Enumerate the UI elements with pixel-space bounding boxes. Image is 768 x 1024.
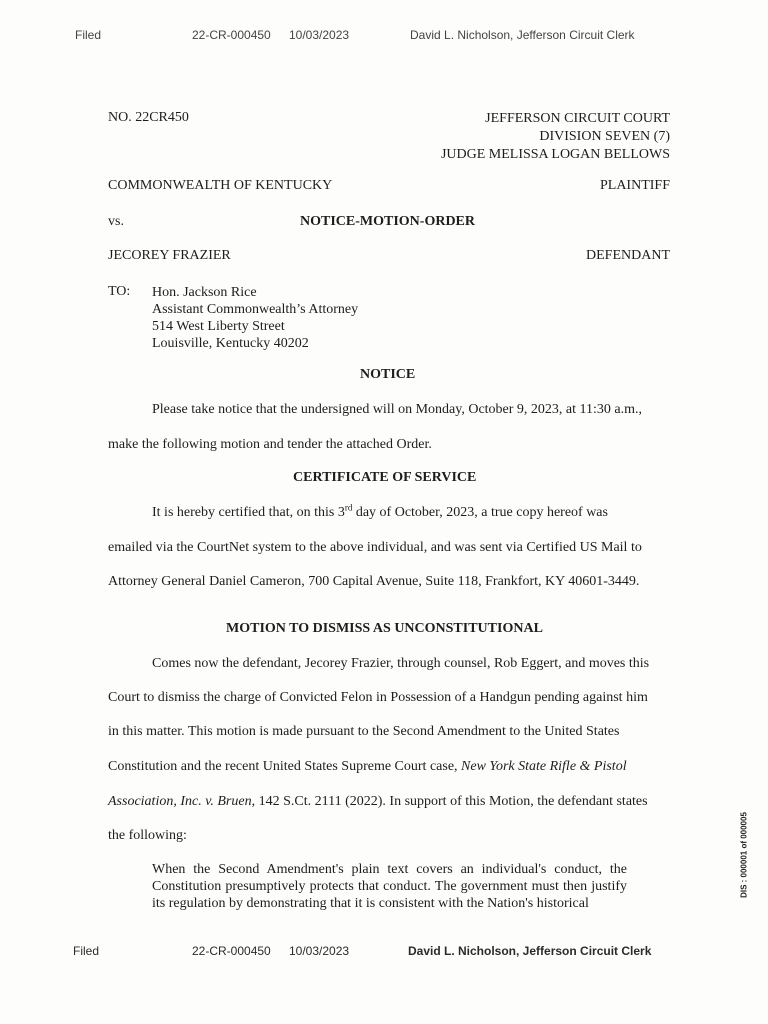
certificate-line-3: Attorney General Daniel Cameron, 700 Capital Avenue, Suite 118, Frankfort, KY 40601-3449.	[108, 574, 640, 589]
motion-line-3: in this matter. This motion is made pursuant to the Second Amendment to the United States	[108, 724, 620, 739]
footer-case-number: 22-CR-000450	[192, 944, 271, 958]
motion-heading: MOTION TO DISMISS AS UNCONSTITUTIONAL	[226, 621, 543, 636]
court-judge: JUDGE MELISSA LOGAN BELLOWS	[440, 147, 670, 162]
motion-line-2: Court to dismiss the charge of Convicted Felon in Possession of a Handgun pending against him	[108, 690, 648, 705]
notice-heading: NOTICE	[360, 367, 416, 382]
court-info	[441, 110, 670, 164]
certificate-line-1	[152, 502, 608, 521]
footer-filed-date: 10/03/2023	[289, 944, 350, 958]
case-citation-part-1: New York State Rifle & Pistol	[461, 759, 627, 774]
page-stamp-text: DIS : 000001 of 000005	[739, 812, 749, 898]
recipient-name: Hon. Jackson Rice	[152, 285, 257, 300]
header-clerk: David L. Nicholson, Jefferson Circuit Clerk	[410, 28, 635, 42]
ordinal-suffix: rd	[344, 502, 353, 513]
motion-line-1: Comes now the defendant, Jecorey Frazier, through counsel, Rob Eggert, and moves this	[152, 656, 650, 671]
recipient-address	[152, 284, 358, 352]
footer-clerk: David L. Nicholson, Jefferson Circuit Clerk	[408, 944, 652, 958]
footer-filed-label: Filed	[73, 944, 100, 958]
plaintiff-name: COMMONWEALTH OF KENTUCKY	[108, 178, 333, 193]
certificate-line-1-post: day of October, 2023, a true copy hereof was	[352, 505, 608, 520]
recipient-city: Louisville, Kentucky 40202	[152, 336, 309, 351]
plaintiff-label: PLAINTIFF	[599, 178, 670, 193]
document-title: NOTICE-MOTION-ORDER	[300, 214, 476, 229]
recipient-title: Assistant Commonwealth’s Attorney	[152, 302, 359, 317]
header-filed-date: 10/03/2023	[289, 28, 350, 42]
header-case-number: 22-CR-000450	[192, 28, 271, 42]
certificate-heading: CERTIFICATE OF SERVICE	[293, 470, 477, 485]
to-label: TO:	[108, 284, 131, 299]
motion-line-5-text: , 142 S.Ct. 2111 (2022). In support of this Motion, the defendant states	[251, 794, 648, 809]
motion-line-4-text: Constitution and the recent United States Supreme Court case,	[108, 759, 462, 774]
versus-label: vs.	[108, 214, 124, 229]
motion-line-5	[108, 794, 648, 810]
header-filed-label: Filed	[75, 28, 102, 42]
document-page-stamp	[737, 800, 751, 910]
case-number: NO. 22CR450	[108, 110, 189, 125]
defendant-label: DEFENDANT	[586, 248, 670, 263]
motion-line-4	[108, 759, 627, 775]
case-citation-part-2: Association, Inc. v. Bruen	[108, 794, 252, 809]
notice-line-2: make the following motion and tender the attached Order.	[108, 437, 432, 452]
court-name: JEFFERSON CIRCUIT COURT	[485, 111, 670, 126]
motion-line-6: the following:	[108, 828, 187, 843]
block-quote: When the Second Amendment's plain text covers an individual's conduct, the Constitution presumptively protects that conduct. The government must then justify its regulation by demonstrating that it is consistent with the Nation's historical	[152, 862, 627, 911]
court-division: DIVISION SEVEN (7)	[539, 129, 670, 144]
certificate-line-1-pre: It is hereby certified that, on this 3	[152, 505, 345, 520]
recipient-street: 514 West Liberty Street	[152, 319, 285, 334]
certificate-line-2: emailed via the CourtNet system to the above individual, and was sent via Certified US Mail to	[108, 540, 642, 555]
notice-line-1: Please take notice that the undersigned will on Monday, October 9, 2023, at 11:30 a.m.,	[152, 402, 643, 417]
defendant-name: JECOREY FRAZIER	[108, 248, 231, 263]
